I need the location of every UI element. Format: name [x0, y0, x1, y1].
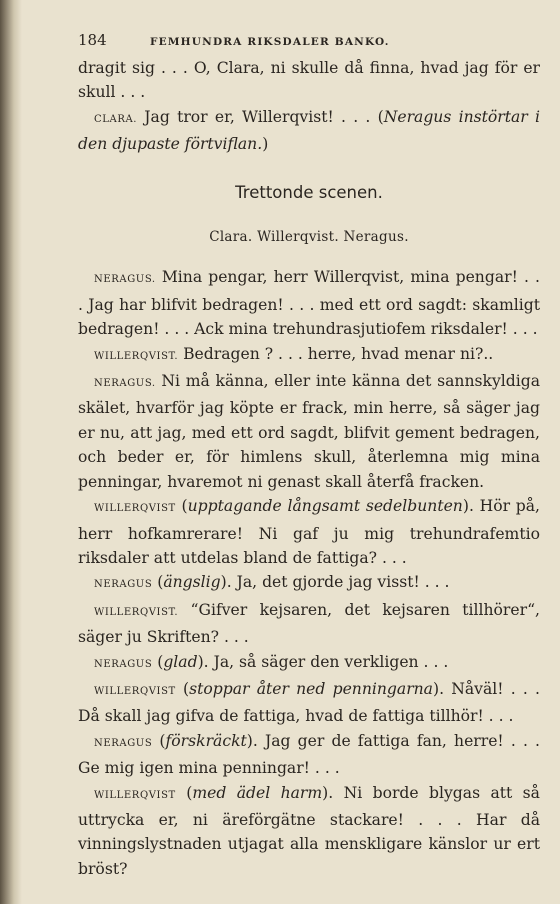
- speech-text: (: [152, 731, 166, 750]
- stage-direction: Neragus instörtar i den djupaste förtviflan.: [78, 107, 540, 154]
- stage-direction: upptagande långsamt sedelbunten: [187, 497, 463, 516]
- speaker-name: WILLERQVIST: [94, 789, 176, 801]
- dialogue-line: [78, 677, 540, 729]
- speech-text: ): [262, 135, 269, 154]
- dialogue-line: [78, 729, 540, 781]
- speech-text: ). Ja, så säger den verkligen . . .: [197, 652, 449, 671]
- speaker-name: WILLERQVIST.: [94, 350, 179, 362]
- speech-text: (: [152, 652, 164, 671]
- speaker-name: NERAGUS.: [94, 378, 156, 390]
- page-number: 184: [78, 31, 107, 49]
- dialogue-line: [78, 105, 540, 157]
- speech-text: Bedragen ? . . . herre, hvad menar ni?..: [178, 344, 494, 363]
- speaker-name: NERAGUS.: [94, 274, 156, 286]
- speaker-name: WILLERQVIST: [94, 503, 176, 515]
- dialogue-line: [78, 650, 540, 677]
- speaker-name: NERAGUS: [94, 658, 153, 670]
- speaker-name: CLARA.: [94, 113, 138, 125]
- dialogue-line: [78, 494, 540, 570]
- speaker-name: WILLERQVIST.: [94, 606, 179, 618]
- running-title: FEMHUNDRA RIKSDALER BANKO.: [150, 36, 390, 48]
- book-spine-shadow: [0, 0, 22, 904]
- speech-text: ). Nåväl! . . . Då skall jag gifva de fattiga, hvad de fattiga tillhör! . . .: [78, 679, 540, 726]
- scene-characters: Clara. Willerqvist. Neragus.: [209, 229, 409, 246]
- stage-direction: förskräckt: [165, 731, 247, 750]
- scene-heading: Trettonde scenen.: [235, 182, 383, 202]
- dialogue-line: [78, 781, 540, 882]
- speech-text: ). Jag ger de fattiga fan, herre! . . . Ge mig igen mina penningar! . . .: [78, 731, 540, 778]
- dialogue-line: [78, 342, 540, 369]
- speech-text: Mina pengar, herr Willerqvist, mina pengar! . . . Jag har blifvit bedragen! . . . med ett ord sagdt: skamligt bedragen! . . . Ack mina trehundrasjutiofem riksdaler! . . .: [78, 268, 540, 339]
- speech-text: (: [152, 573, 164, 592]
- stage-direction: med ädel harm: [192, 783, 323, 802]
- speech-text: Jag tror er, Willerqvist! . . . (: [137, 107, 384, 126]
- dialogue-line: [78, 570, 540, 597]
- speaker-name: WILLERQVIST: [94, 685, 176, 697]
- dialogue-line: [78, 265, 540, 341]
- speech-text: (: [175, 679, 190, 698]
- speech-text: ). Ni borde blygas att så uttrycka er, ni äreförgätne stackare! . . . Har då vinningslystnaden utjagat alla menskligare känslor ur ert bröst?: [78, 783, 540, 878]
- stage-direction: stoppar åter ned penningarna: [189, 679, 433, 698]
- speech-text: “Gifver kejsaren, det kejsaren tillhörer“, säger ju Skriften? . . .: [78, 600, 540, 647]
- text-line: dragit sig . . . O, Clara, ni skulle då finna, hvad jag för er skull . . .: [78, 59, 540, 102]
- book-page: [78, 28, 540, 881]
- speech-text: ). Ja, det gjorde jag visst! . . .: [220, 573, 450, 592]
- speech-text: Ni må känna, eller inte känna det sannskyldiga skälet, hvarför jag köpte er frack, min herre, så säger jag er nu, att jag, med ett ord sagdt, blifvit gement bedragen, och beder er, för himlens skull, återlemna mig mina penningar, hvaremot ni genast skall återfå fracken.: [78, 372, 540, 491]
- running-head: [78, 28, 540, 56]
- dialogue-line: [78, 369, 540, 494]
- speaker-name: NERAGUS: [94, 737, 153, 749]
- stage-direction: glad: [163, 652, 198, 671]
- speaker-name: NERAGUS: [94, 579, 153, 591]
- dialogue-line: [78, 598, 540, 650]
- stage-direction: ängslig: [163, 573, 221, 592]
- speech-text: (: [175, 497, 188, 516]
- speech-text: ). Hör på, herr hofkamrerare! Ni gaf ju mig trehundrafemtio riksdaler att utdelas bland de fattiga? . . .: [78, 497, 540, 567]
- speech-text: (: [175, 783, 193, 802]
